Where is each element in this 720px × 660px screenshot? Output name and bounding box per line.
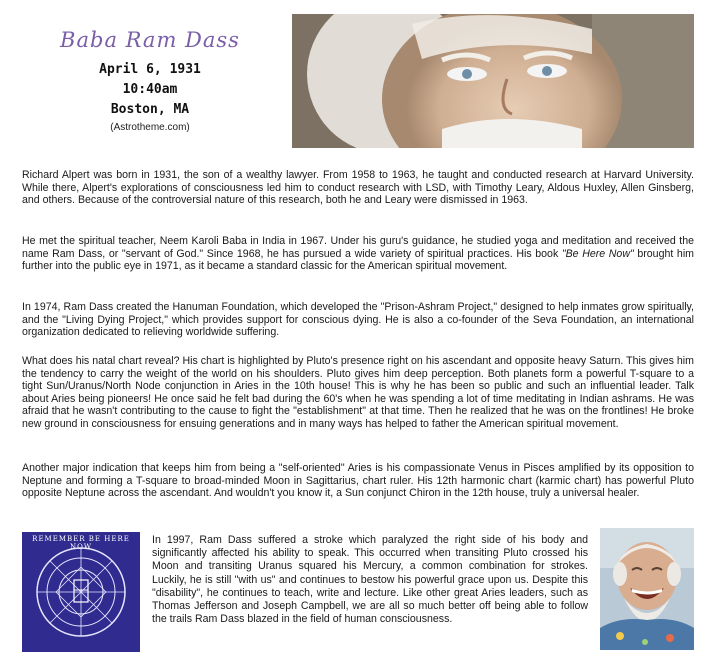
paragraph-foundation: In 1974, Ram Dass created the Hanuman Foundation, which developed the "Prison-Ashram Project," designed to help inmates grow spiritually, and the "Living Dying Project," which provides support for conscious dying. He is also a co-founder of the Seva Foundation, an international organization dedicated to relieving worldwide suffering. bbox=[22, 301, 694, 339]
paragraph-guru-text-a: He met the spiritual teacher, Neem Karoli Baba in India in 1967. Under his guru's guidance, he studied yoga and meditation and received the name Ram Dass, or "servant of God." Since 1968, he has pursued a wide variety of spiritual practices. His book bbox=[22, 235, 694, 260]
paragraph-venus: Another major indication that keeps him from being a "self-oriented" Aries is his compassionate Venus in Pisces amplified by its opposition to Neptune and forming a T-square to broad-minded Moon in Sagittarius, chart ruler. His 12th harmonic chart (karmic chart) has powerful Pluto opposite Neptune across the ascendant. And wouldn't you know it, a Sun conjunct Chiron in the 12th house, truly a universal healer. bbox=[22, 462, 694, 500]
portrait-photo bbox=[292, 14, 694, 148]
birth-info bbox=[40, 28, 260, 133]
paragraph-bio: Richard Alpert was born in 1931, the son of a wealthy lawyer. From 1958 to 1963, he taught and conducted research at Harvard University. While there, Alpert's explorations of consciousness led him to conduct research with LSD, with Timothy Leary, Aldous Huxley, Allen Ginsberg, and others. Because of the controversial nature of this research, both he and Leary were dismissed in 1963. bbox=[22, 169, 694, 207]
source-credit: (Astrotheme.com) bbox=[110, 122, 190, 133]
birth-place: Boston, MA bbox=[110, 102, 190, 117]
book-title: "Be Here Now" bbox=[561, 247, 634, 260]
paragraph-natal-chart: What does his natal chart reveal? His chart is highlighted by Pluto's presence right on his ascendant and opposite heavy Saturn. This gives him the tendency to carry the weight of the world on his shoulders. Pluto gives him deep perception. Both planets form a powerful T-square to a tight Sun/Uranus/North Node conjunction in Aries in the 10th house! This is why he has been so public and such an influential leader. Talk about Aries being pioneers! He once said he felt bad during the 60's when he was spending a lot of time meditating in Indian ashrams. He was afraid that he wasn't contributing to the cause to fight the "establishment" at that time. Then he realized that he was on the frontlines! He broke new ground in consciousness for ensuing generations and in many ways has helped to father the American spiritual movement. bbox=[22, 355, 694, 430]
person-name: Baba Ram Dass bbox=[60, 28, 240, 52]
smiling-portrait bbox=[600, 528, 694, 650]
birth-time: 10:40am bbox=[122, 82, 178, 97]
paragraph-guru bbox=[22, 235, 694, 273]
birth-date: April 6, 1931 bbox=[99, 62, 201, 77]
cover-text: REMEMBER BE HERE NOW bbox=[32, 535, 130, 551]
mandala-chart-icon bbox=[22, 532, 140, 652]
paragraph-stroke: In 1997, Ram Dass suffered a stroke which paralyzed the right side of his body and significantly affected his ability to speak. This occurred when transiting Pluto crossed his Moon and transiting Uranus squared his Mercury, a common combination for strokes. Luckily, he is still "with us" and continues to bestow his powerful grace upon us. Despite this "disability", he continues to teach, write and lecture. Like other great Aries leaders, such as Thomas Jefferson and Joseph Campbell, we are all so much better off being able to follow the trails Ram Dass blazed in the field of human consciousness. bbox=[152, 534, 588, 626]
paragraph-guru-text-b: brought him further into the public eye in 1971, as it became a standard classic for the American spiritual movement. bbox=[22, 247, 694, 273]
